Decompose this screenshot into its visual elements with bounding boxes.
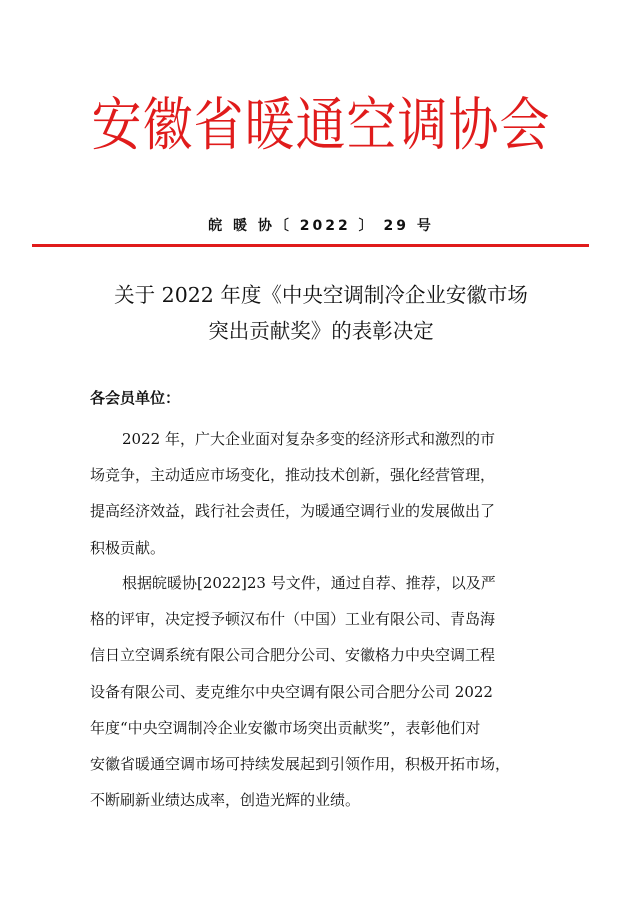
paragraph-2-line: 格的评审，决定授予顿汉布什（中国）工业有限公司、青岛海: [90, 610, 496, 629]
paragraph-2-line: 不断刷新业绩达成率，创造光辉的业绩。: [90, 791, 361, 810]
paragraph-1-line: 提高经济效益，践行社会责任，为暖通空调行业的发展做出了: [90, 502, 496, 521]
title-line-1: 关于 2022 年度《中央空调制冷企业安徽市场: [114, 283, 528, 307]
paragraph-2-line: 根据皖暖协[2022]23 号文件，通过自荐、推荐，以及严: [122, 574, 496, 592]
salutation: 各会员单位：: [90, 389, 181, 407]
document-number: 皖 暖 协〔 2022 〕 29 号: [208, 218, 434, 234]
red-divider-line: [32, 244, 589, 247]
paragraph-1-line: 场竞争，主动适应市场变化，推动技术创新，强化经营管理，: [90, 466, 496, 485]
paragraph-1-line: 积极贡献。: [90, 538, 166, 557]
paragraph-2: [90, 565, 550, 818]
paragraph-1: [90, 421, 550, 566]
paragraph-2-line: 年度“中央空调制冷企业安徽市场突出贡献奖”，表彰他们对: [90, 718, 481, 737]
document-title: [60, 277, 582, 349]
masthead-org-name: 安徽省暖通空调协会: [91, 91, 551, 159]
paragraph-2-line: 设备有限公司、麦克维尔中央空调有限公司合肥分公司 2022: [90, 682, 493, 701]
title-line-2: 突出贡献奖》的表彰决定: [208, 319, 434, 343]
paragraph-2-line: 安徽省暖通空调市场可持续发展起到引领作用，积极开拓市场，: [90, 755, 511, 774]
paragraph-2-line: 信日立空调系统有限公司合肥分公司、安徽格力中央空调工程: [90, 646, 496, 665]
paragraph-1-line: 2022 年，广大企业面对复杂多变的经济形式和激烈的市: [122, 430, 495, 448]
